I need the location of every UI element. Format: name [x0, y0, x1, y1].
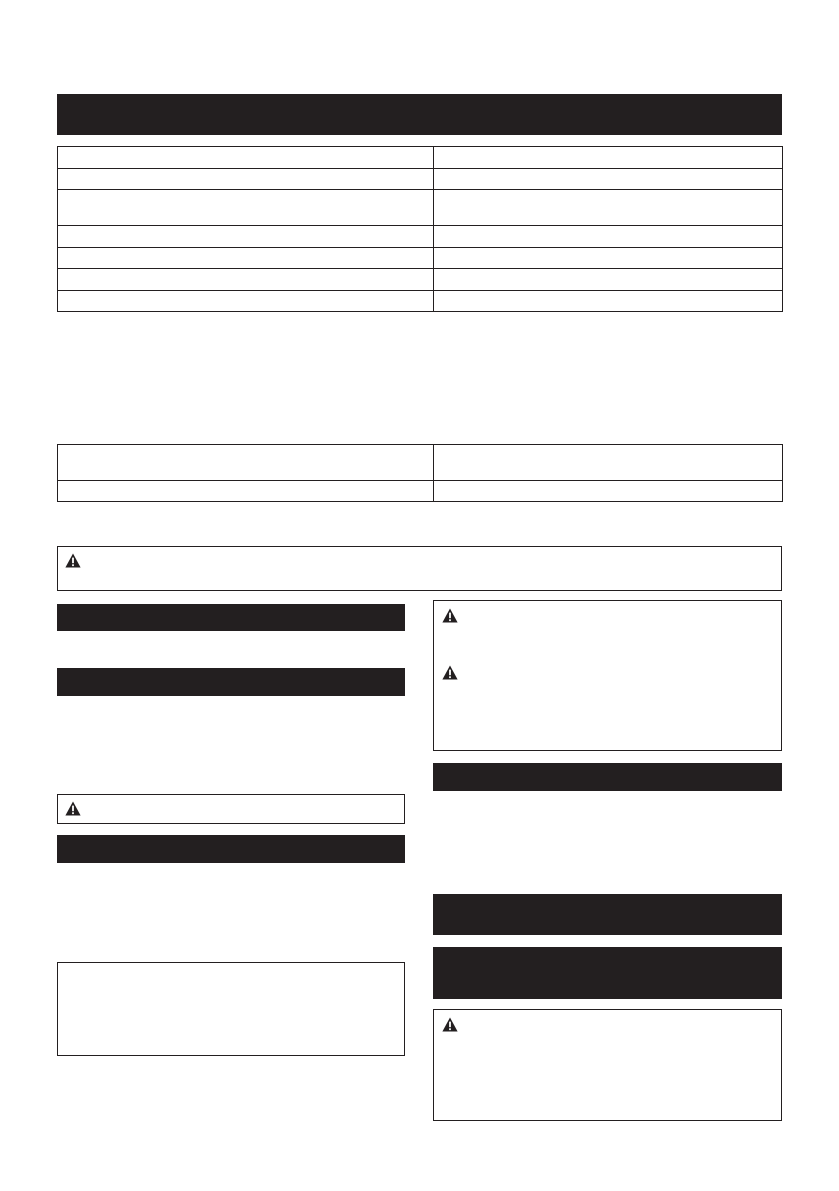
table-cell-value: [434, 169, 783, 190]
note-box: [57, 962, 405, 1056]
table-cell-value: [434, 481, 783, 502]
table-cell-value: [434, 291, 783, 312]
specifications-header-bar: [57, 94, 782, 135]
warning-triangle-icon: [442, 1017, 458, 1032]
table-cell-label: [58, 291, 434, 312]
top-warning-box: [57, 546, 782, 591]
warning-triangle-icon: [442, 608, 458, 623]
table-cell-value: [434, 269, 783, 291]
section-heading-bar: [433, 894, 782, 935]
table-row: [58, 169, 783, 190]
table-cell-value: [434, 226, 783, 248]
table-cell-label: [58, 226, 434, 248]
section-heading-bar: [57, 604, 405, 631]
table-row: [58, 269, 783, 291]
table-row: [58, 248, 783, 269]
specifications-table: [57, 146, 783, 312]
table-row: [58, 445, 783, 481]
table-row: [58, 147, 783, 169]
table-cell-label: [58, 445, 434, 481]
table-row: [58, 226, 783, 248]
table-cell-value: [434, 445, 783, 481]
table-cell-label: [58, 147, 434, 169]
table-cell-label: [58, 190, 434, 226]
warning-triangle-icon: [65, 553, 81, 568]
section-heading-bar: [433, 763, 782, 791]
table-cell-label: [58, 248, 434, 269]
section-heading-bar: [433, 947, 782, 999]
warning-box: [433, 600, 782, 751]
small-warning-box: [57, 794, 405, 824]
warning-box: [433, 1009, 782, 1121]
table-cell-value: [434, 190, 783, 226]
table-row: [58, 481, 783, 502]
table-row: [58, 190, 783, 226]
table-cell-value: [434, 147, 783, 169]
applicable-table: [57, 444, 783, 502]
table-cell-value: [434, 248, 783, 269]
table-row: [58, 291, 783, 312]
table-cell-label: [58, 269, 434, 291]
section-heading-bar: [57, 835, 405, 863]
table-cell-label: [58, 169, 434, 190]
section-heading-bar: [57, 668, 405, 696]
table-cell-label: [58, 481, 434, 502]
warning-triangle-icon: [442, 665, 458, 680]
warning-triangle-icon: [65, 801, 81, 816]
